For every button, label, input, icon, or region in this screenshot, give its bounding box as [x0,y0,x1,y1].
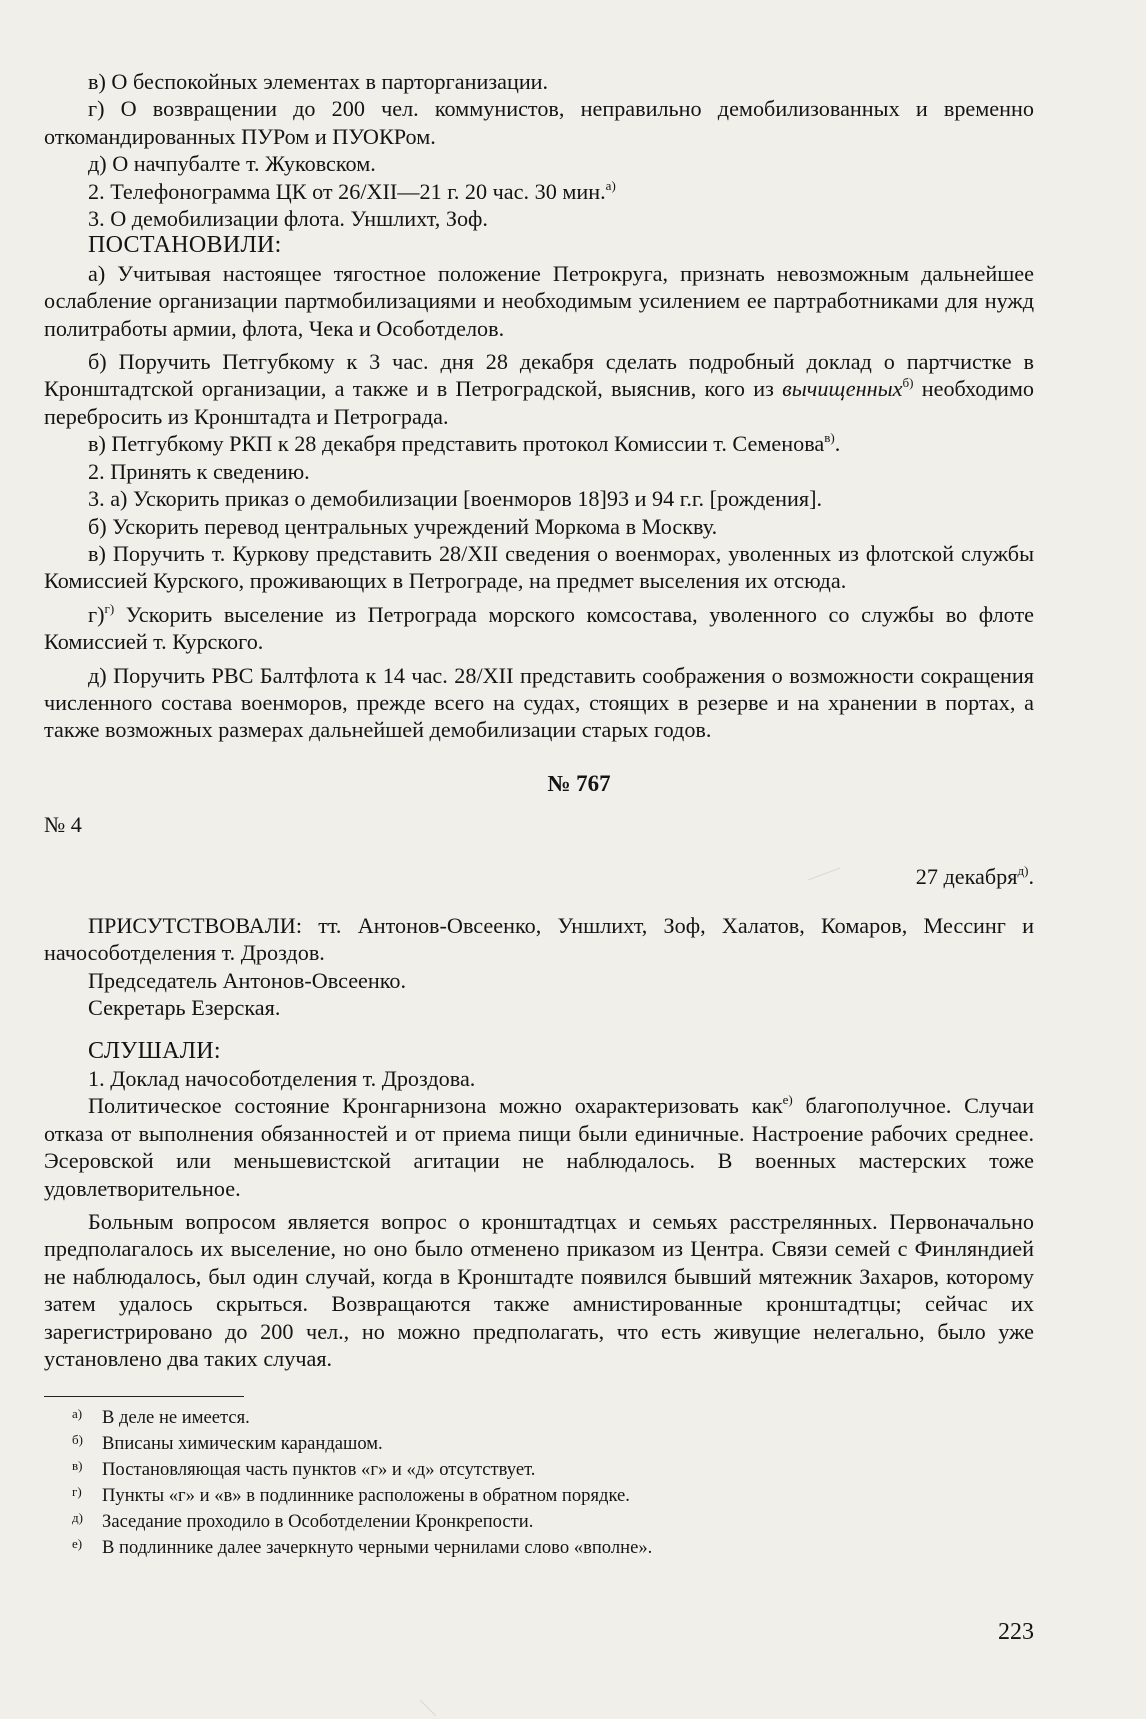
agenda-item-3: 3. О демобилизации флота. Уншлихт, Зоф. [88,206,488,232]
resolution-3d: д) Поручить РВС Балтфлота к 14 час. 28/XII представить соображения о возможности сокращения численного состава военморов, прежде всего на судах, стоящих в резерве и на хранении в портах, а также возможных размерах дальнейшей демобилизации старых годов. [44,662,1034,743]
heard-paragraph-1: Политическое состояние Кронгарнизона можно охарактеризовать как$^{е)}$ благополучное. Случаи отказа от выполнения обязанностей и от приема пищи были единичные. Настроение рабочих среднее. Эсеровской или меньшевистской агитации не наблюдалось. В военных мастерских тоже удовлетворительное. [44,1092,1034,1201]
resolution-b: б) Поручить Петгубкому к 3 час. дня 28 декабря сделать подробный доклад о партчистке в Кронштадтской организации, а также и в Петроградской, выяснив, кого из вычищенных$^{б)}$ необходимо перебросить из Кронштадта и Петрограда. [44,349,1034,429]
resolution-3g: г)$^{г)}$ Ускорить выселение из Петрограда морского комсостава, уволенного со службы во флоте Комиссией т. Курского. [44,600,1034,655]
agenda-item-v: в) О беспокойных элементах в парторганизации. [88,69,549,94]
footnote-ref: д) [1017,862,1029,878]
footnote-divider [44,1396,244,1397]
footnote: е) В подлиннике далее зачеркнуто черными чернилами слово «вполне». [72,1536,653,1559]
footnote-ref: а) [605,177,616,193]
footnote-ref: е) [782,1092,793,1108]
heard-paragraph-2: Больным вопросом является вопрос о кронштадтцах и семьях расстрелянных. Первоначально предполагалось их выселение, но оно было отменено приказом из Центра. Связи семей с Финляндией не наблюдалось, был один случай, когда в Кронштадте появился бывший мятежник Захаров, которому затем удалось скрыться. Возвращаются также амнистированные кронштадтцы; сейчас их зарегистрировано до 200 чел., но можно предполагать, что есть живущие нелегально, было уже установлено два таких случая. [44,1209,1034,1372]
heard-item-1: 1. Доклад начособотделения т. Дроздова. [88,1066,476,1091]
footnote-ref: в) [824,430,835,446]
secretary: Секретарь Езерская. [88,995,281,1021]
agenda-item-g: г) О возвращении до 200 чел. коммунистов, неправильно демобилизованных и временно откомандированных ПУРом и ПУОКРом. [44,96,1034,149]
footnote-ref: г) [104,600,115,616]
footnote: д) Заседание проходило в Особотделении Кронкрепости. [72,1510,534,1533]
resolution-3b: б) Ускорить перевод центральных учреждений Моркома в Москву. [88,513,718,539]
resolution-3a: 3. а) Ускорить приказ о демобилизации [военморов 18]93 и 94 г.г. [рождения]. [88,486,823,512]
postanovili-heading: ПОСТАНОВИЛИ: [88,232,282,259]
resolution-2: 2. Принять к сведению. [88,458,310,484]
footnote: в) Постановляющая часть пунктов «г» и «д» отсутствует. [72,1458,536,1481]
document-number: № 767 [547,770,611,796]
agenda-item-d: д) О начпубалте т. Жуковском. [88,151,376,177]
footnote: б) Вписаны химическим карандашом. [72,1432,383,1455]
footnote: а) В деле не имеется. [72,1406,250,1429]
protocol-meta [44,811,1034,838]
chairman: Председатель Антонов-Овсеенко. [88,967,407,993]
attendees: ПРИСУТСТВОВАЛИ: тт. Антонов-Овсеенко, Уншлихт, Зоф, Халатов, Комаров, Мессинг и начособотделения т. Дроздов. [44,912,1034,966]
resolution-v: в) Петгубкому РКП к 28 декабря представить протокол Комиссии т. Семенова$^{в)}$. [88,430,841,457]
resolution-3v: в) Поручить т. Куркову представить 28/XII сведения о военморах, уволенных из флотской службы Комиссией Курского, проживающих в Петрограде, на предмет выселения их отсюда. [44,540,1034,594]
slushali-heading: СЛУШАЛИ: [88,1037,221,1064]
protocol-number: № 4 [44,812,82,838]
page-number: 223 [998,1619,1034,1645]
resolution-a: а) Учитывая настоящее тягостное положение Петрокруга, признать невозможным дальнейшее ослабление организации партмобилизациями и необходимым усилением ее партработниками для нужд политработы армии, флота, Чека и Особотделов. [44,260,1034,341]
protocol-date: 27 декабря$^{д)}$. [915,862,1034,889]
footnotes [44,1405,1034,1561]
main-text [44,68,1034,1372]
footnote-ref: б) [902,375,914,391]
footnote: г) Пункты «г» и «в» в подлиннике расположены в обратном порядке. [72,1484,630,1507]
agenda-item-2: 2. Телефонограмма ЦК от 26/XII—21 г. 20 час. 30 мин.$^{а)}$ [88,177,616,204]
